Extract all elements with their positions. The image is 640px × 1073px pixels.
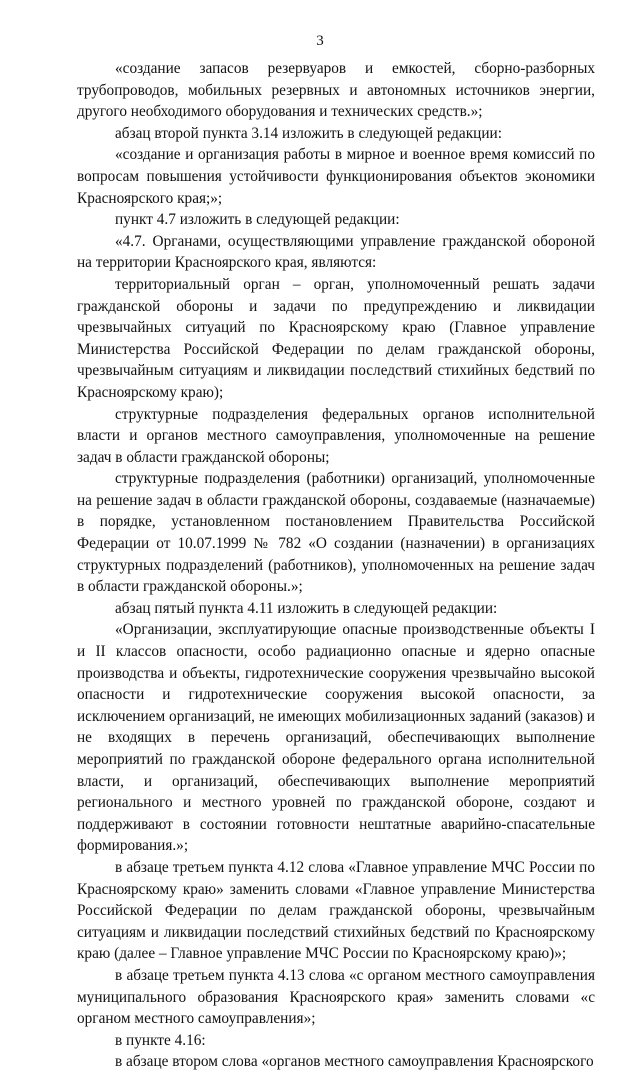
paragraph: пункт 4.7 изложить в следующей редакции: [115, 211, 400, 229]
document-body [77, 58, 595, 1073]
paragraph: в абзаце втором слова «органов местного самоуправления Красноярского [115, 1053, 594, 1071]
paragraph: «Организации, эксплуатирующие опасные производственные объекты I и II классов опасности, особо радиационно опасные и ядерно опасные производства и объекты, гидротехнические сооружения чрезвычайно высокой опасности и гидротехнические сооружения высокой опасности, за исключением организаций, не имеющих мобилизационных заданий (заказов) и не входящих в перечень организаций, обеспечивающих выполнение мероприятий по гражданской обороне федерального органа исполнительной власти, и организаций, обеспечивающих выполнение мероприятий регионального и местного уровней по гражданской обороне, создают и поддерживают в состоянии готовности нештатные аварийно-спасательные формирования.»; [77, 621, 595, 855]
paragraph: абзац пятый пункта 4.11 изложить в следующей редакции: [115, 599, 498, 617]
paragraph: в пункте 4.16: [115, 1031, 206, 1049]
paragraph: «4.7. Органами, осуществляющими управление гражданской обороной на территории Красноярского края, являются: [77, 232, 595, 272]
paragraph: в абзаце третьем пункта 4.13 слова «с органом местного самоуправления муниципального образования Красноярского края» заменить словами «с органом местного самоуправления»; [77, 966, 595, 1028]
paragraph: территориальный орган – орган, уполномоченный решать задачи гражданской обороны и задачи по предупреждению и ликвидации чрезвычайных ситуаций по Красноярскому краю (Главное управление Министерства Российской Федерации по делам гражданской обороны, чрезвычайным ситуациям и ликвидации последствий стихийных бедствий по Красноярскому краю); [77, 275, 595, 401]
paragraph: «создание и организация работы в мирное и военное время комиссий по вопросам повышения устойчивости функционирования объектов экономики Красноярского края;»; [77, 146, 595, 207]
paragraph: в абзаце третьем пункта 4.12 слова «Главное управление МЧС России по Красноярскому краю» заменить словами «Главное управление Министерства Российской Федерации по делам гражданской обороны, чрезвычайным ситуациям и ликвидации последствий стихийных бедствий по Красноярскому краю (далее – Главное управление МЧС России по Красноярскому краю)»; [77, 858, 595, 963]
paragraph: «создание запасов резервуаров и емкостей, сборно-разборных трубопроводов, мобильных резервных и автономных источников энергии, другого необходимого оборудования и технических средств.»; [77, 60, 595, 121]
page-number: 3 [316, 33, 324, 49]
paragraph: структурные подразделения (работники) организаций, уполномоченные на решение задач в области гражданской обороны, создаваемые (назначаемые) в порядке, установленном постановлением Правительства Российской Федерации от 10.07.1999 № 782 «О создании (назначении) в организациях структурных подразделений (работников), уполномоченных на решение задач в области гражданской обороны.»; [77, 470, 595, 596]
paragraph: структурные подразделения федеральных органов исполнительной власти и органов местного самоуправления, уполномоченные на решение задач в области гражданской обороны; [77, 405, 595, 466]
paragraph: абзац второй пункта 3.14 изложить в следующей редакции: [115, 124, 502, 142]
